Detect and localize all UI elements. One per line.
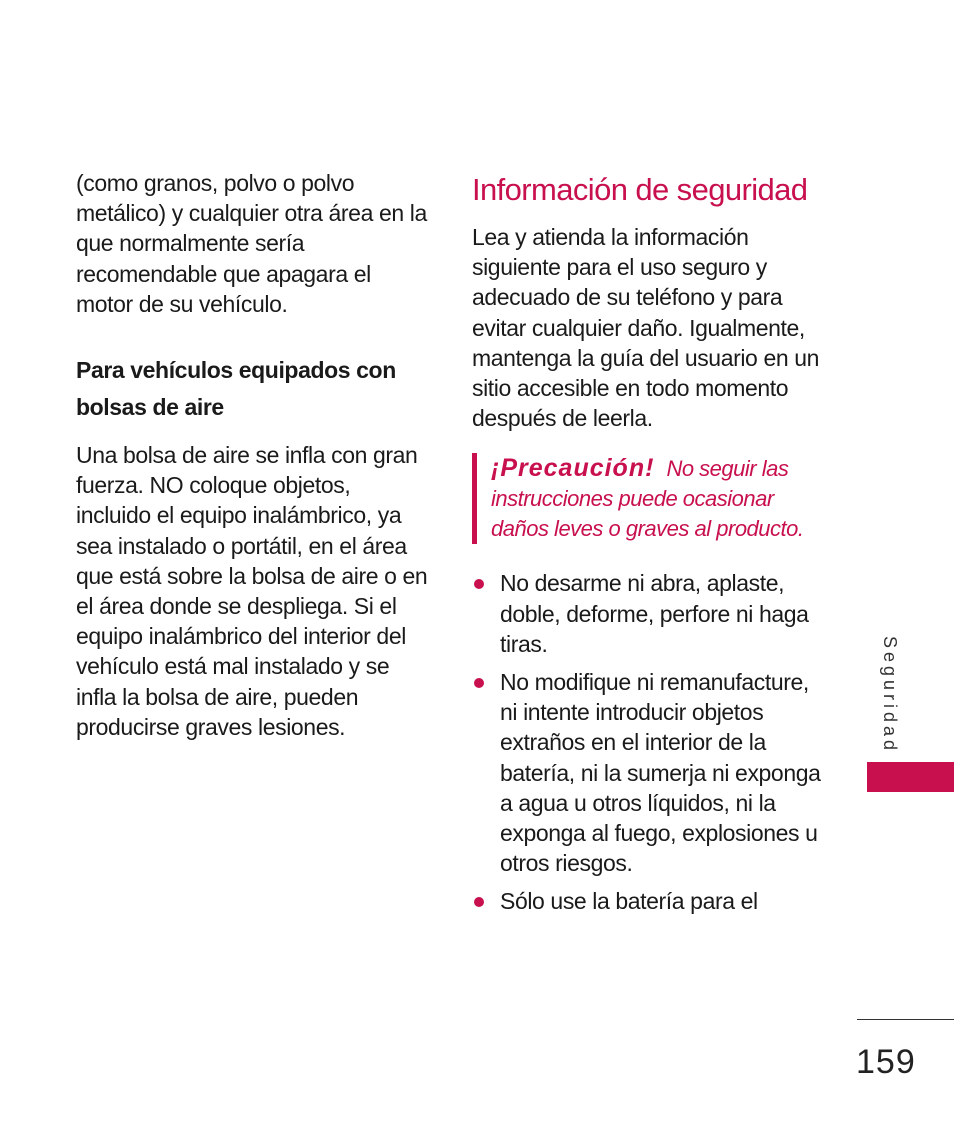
list-item-text: No modifique ni remanufacture, ni intente introducir objetos extraños en el interior de la batería, ni la sumerja ni exponga a agua u otros líquidos, ni la exponga al fuego, explosiones u otros riesgos. — [500, 669, 821, 877]
bullet-dot-icon — [474, 579, 484, 589]
bullet-dot-icon — [474, 678, 484, 688]
right-column — [472, 168, 822, 925]
caution-text: No seguir las instrucciones puede ocasionar daños leves o graves al producto. — [491, 456, 804, 542]
list-item-text: Sólo use la batería para el — [500, 888, 758, 915]
left-column — [76, 168, 428, 742]
section-side-label: Seguridad — [880, 636, 900, 755]
list-item — [472, 667, 822, 878]
list-item — [472, 568, 822, 659]
caution-label: ¡Precaución! — [491, 454, 655, 483]
safety-bullet-list — [472, 568, 822, 916]
list-item — [472, 886, 822, 916]
airbag-subheading: Para vehículos equipados con bolsas de aire — [76, 357, 396, 421]
airbag-paragraph: Una bolsa de aire se infla con gran fuerza. NO coloque objetos, incluido el equipo inalámbrico, ya sea instalado o portátil, en el área que está sobre la bolsa de aire o en el área donde se despliega. Si el equipo inalámbrico del interior del vehículo está mal instalado y se infla la bolsa de aire, pueden producirse graves lesiones. — [76, 442, 428, 740]
section-side-tab — [867, 762, 954, 792]
page-number: 159 — [856, 1043, 916, 1081]
section-title: Información de seguridad — [472, 172, 808, 207]
safety-intro-paragraph: Lea y atienda la información siguiente para el uso seguro y adecuado de su teléfono y para evitar cualquier daño. Igualmente, mantenga la guía del usuario en un sitio accesible en todo momento después de leerla. — [472, 224, 819, 432]
bullet-dot-icon — [474, 897, 484, 907]
list-item-text: No desarme ni abra, aplaste, doble, deforme, perfore ni haga tiras. — [500, 570, 809, 657]
intro-paragraph: (como granos, polvo o polvo metálico) y cualquier otra área en la que normalmente sería recomendable que apagara el motor de su vehículo. — [76, 170, 427, 317]
caution-box — [472, 453, 822, 544]
footer-divider — [857, 1019, 954, 1020]
